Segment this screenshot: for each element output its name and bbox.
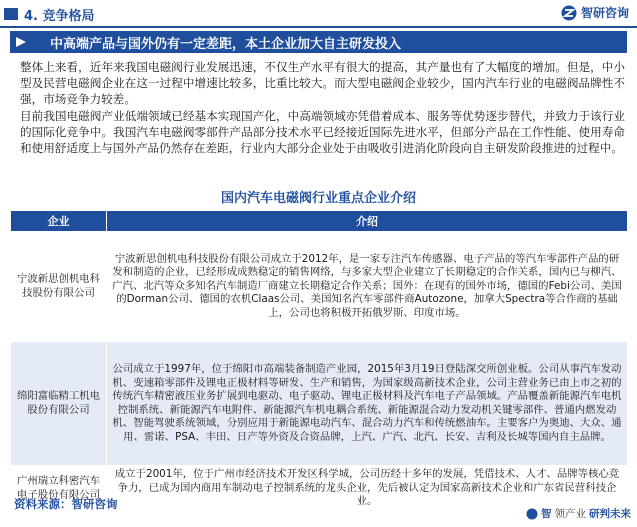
company-name: 广州瑞立科密汽车电子股份有限公司 xyxy=(11,466,107,512)
footer-slogan-light: 领产业 xyxy=(554,508,586,520)
company-table xyxy=(10,210,628,512)
footer-logo-icon xyxy=(526,508,538,520)
brand-name: 智研咨询 xyxy=(580,6,629,20)
headline-banner xyxy=(10,31,627,53)
company-name: 宁波新思创机电科技股份有限公司 xyxy=(11,232,107,342)
paragraph-overview: 整体上来看，近年来我国电磁阀行业发展迅速，不仅生产水平有很大的提高，其产量也有了大幅度的增加。但是，中小型及民营电磁阀企业在这一过程中增速比较多，比重比较大。而大型电磁阀企业较少，国内汽车行业的电磁阀品牌性不强，市场竞争力较差。 xyxy=(20,60,625,106)
brand-logo-icon xyxy=(561,5,577,21)
header-divider xyxy=(0,26,637,28)
paragraph-status: 目前我国电磁阀产业低端领域已经基本实现国产化，中高端领域亦凭借着成本、服务等优势逐步替代，并致力于该行业的国际化竞争中。我国汽车电磁阀零部件产品部分技术水平已经接近国际先进水平，但部分产品在工作性能、使用寿命和使用舒适度上与国外产品仍然存在差距，行业内大部分企业处于由吸收引进消化阶段向自主研发阶段推进的过程中。 xyxy=(20,109,625,155)
section-marker-icon xyxy=(4,8,18,20)
column-header-company: 企业 xyxy=(11,211,107,232)
company-intro: 公司成立于1997年，位于绵阳市高端装备制造产业园，2015年3月19日登陆深交所创业板。公司从事汽车发动机、变速箱零部件及锂电正极材料等研发、生产和销售，为国家级高新技术企业，公司主营业务已由上市之初的传统汽车精密液压业务扩展到电驱动、电子驱动、锂电正极材料及汽车电子产品领域。产品覆盖新能源汽车电机控制系统、新能源汽车电附件、新能源汽车机电耦合系统、新能源混合动力发动机关键零部件、普通内燃发动机、智能驾驶系统领域，分别应用于新能源电动汽车、混合动力汽车和传统燃油车。主要客户为奥迪、大众、通用、雷诺、PSA、丰田、日产等外资及合资品牌，上汽、广汽、北汽、长安、吉利及长城等国内自主品牌。 xyxy=(107,342,628,466)
table-title: 国内汽车电磁阀行业重点企业介绍 xyxy=(220,191,416,206)
brand xyxy=(561,4,629,21)
footer-brand xyxy=(526,506,631,521)
column-header-intro: 介绍 xyxy=(107,211,628,232)
footer-brand-char: 智 xyxy=(541,508,552,520)
company-name: 绵阳富临精工机电股份有限公司 xyxy=(11,342,107,466)
data-source: 资料来源：智研咨询 xyxy=(14,497,118,511)
table-header-row xyxy=(11,211,628,232)
company-intro: 宁波新思创机电科技股份有限公司成立于2012年，是一家专注汽车传感器、电子产品的等汽车零部件产品的研发和制造的企业，已经形成成熟稳定的销售网络，与多家大型企业建立了长期稳定的合作关系，国内已与柳汽、广汽、北汽等众多知名汽车制造厂商建立长期稳定合作关系；国外：在现有的国外市场，德国的Febi公司、美国的Dorman公司、德国的农机Claas公司、美国知名汽车零部件商Autozone，加拿大Spectra等合作商的基础上，公司也将积极开拓俄罗斯、印度市场。 xyxy=(107,232,628,342)
header-bar xyxy=(0,0,637,28)
company-intro: 成立于2001年，位于广州市经济技术开发区科学城，公司历经十多年的发展，凭借技术、人才、品牌等核心竞争力，已成为国内商用车制动电子控制系统的龙头企业，先后被认定为国家高新技术企业和广东省民营科技企业。 xyxy=(107,466,628,512)
arrow-right-icon xyxy=(16,37,26,47)
table-row xyxy=(11,232,628,342)
footer-slogan: 研判未来 xyxy=(589,508,631,520)
headline-text: 中高端产品与国外仍有一定差距，本土企业加大自主研发投入 xyxy=(50,37,402,52)
section-title: 4. 竞争格局 xyxy=(24,9,95,24)
table-row xyxy=(11,342,628,466)
